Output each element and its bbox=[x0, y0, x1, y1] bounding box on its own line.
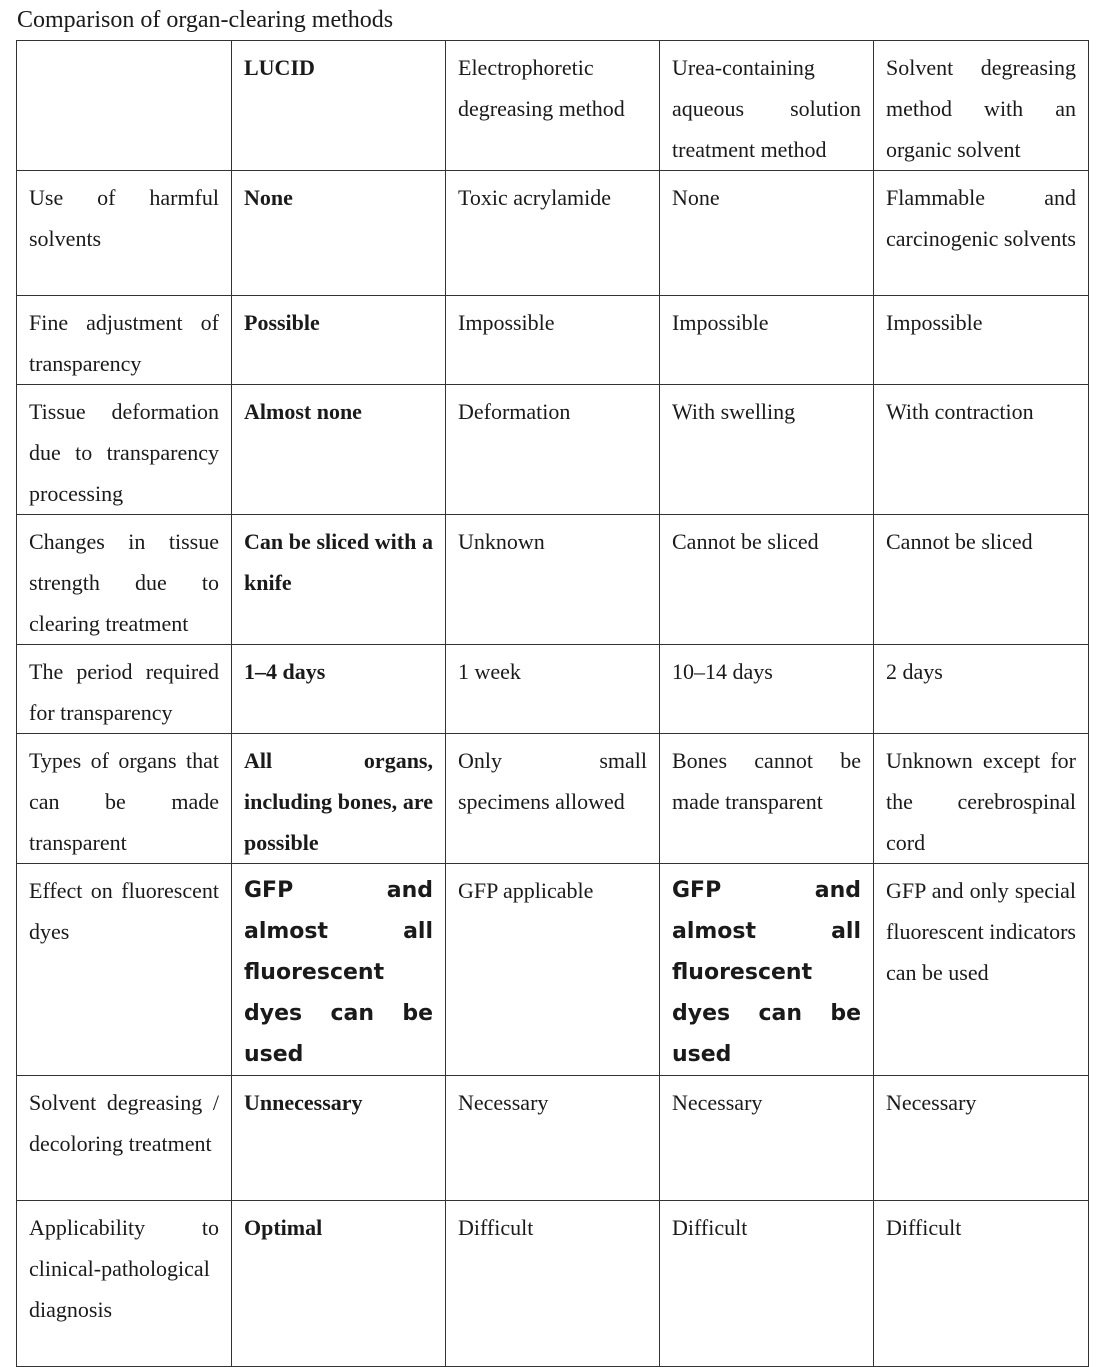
cell-solvent: Flammable and carcinogenic solvents bbox=[874, 171, 1089, 296]
row-label: Changes in tissue strength due to clearing treatment bbox=[17, 515, 232, 645]
cell-electrophoretic: Unknown bbox=[446, 515, 660, 645]
cell-solvent: Unknown except for the cerebrospinal cord bbox=[874, 734, 1089, 864]
cell-urea: Difficult bbox=[660, 1201, 874, 1367]
table-row bbox=[17, 515, 1089, 645]
table-row bbox=[17, 1201, 1089, 1367]
cell-electrophoretic: Deformation bbox=[446, 385, 660, 515]
cell-lucid: Unnecessary bbox=[232, 1076, 446, 1201]
cell-lucid: None bbox=[232, 171, 446, 296]
table-row bbox=[17, 296, 1089, 385]
cell-urea: None bbox=[660, 171, 874, 296]
row-label: Applicability to clinical-pathological diagnosis bbox=[17, 1201, 232, 1367]
cell-lucid: All organs, including bones, are possible bbox=[232, 734, 446, 864]
row-label: Solvent degreasing / decoloring treatment bbox=[17, 1076, 232, 1201]
document-title: Comparison of organ-clearing methods bbox=[17, 7, 394, 33]
cell-lucid: Optimal bbox=[232, 1201, 446, 1367]
table-row bbox=[17, 171, 1089, 296]
cell-urea: Impossible bbox=[660, 296, 874, 385]
cell-solvent: Cannot be sliced bbox=[874, 515, 1089, 645]
cell-lucid: Possible bbox=[232, 296, 446, 385]
cell-urea: Cannot be sliced bbox=[660, 515, 874, 645]
cell-solvent: Difficult bbox=[874, 1201, 1089, 1367]
header-cell-urea: Urea-containing aqueous solution treatment method bbox=[660, 41, 874, 171]
header-cell-electrophoretic: Electrophoretic degreasing method bbox=[446, 41, 660, 171]
row-label: Effect on fluorescent dyes bbox=[17, 864, 232, 1076]
cell-electrophoretic: 1 week bbox=[446, 645, 660, 734]
cell-solvent: Impossible bbox=[874, 296, 1089, 385]
comparison-table bbox=[16, 40, 1089, 1367]
cell-lucid: Can be sliced with a knife bbox=[232, 515, 446, 645]
cell-urea: With swelling bbox=[660, 385, 874, 515]
cell-lucid: Almost none bbox=[232, 385, 446, 515]
cell-solvent: With contraction bbox=[874, 385, 1089, 515]
cell-electrophoretic: Impossible bbox=[446, 296, 660, 385]
table-row bbox=[17, 1076, 1089, 1201]
header-cell-lucid: LUCID bbox=[232, 41, 446, 171]
header-cell-solvent: Solvent degreasing method with an organic solvent bbox=[874, 41, 1089, 171]
row-label: Types of organs that can be made transparent bbox=[17, 734, 232, 864]
cell-urea: 10–14 days bbox=[660, 645, 874, 734]
table-row bbox=[17, 385, 1089, 515]
cell-electrophoretic: Difficult bbox=[446, 1201, 660, 1367]
table-row bbox=[17, 645, 1089, 734]
cell-urea: Bones cannot be made transparent bbox=[660, 734, 874, 864]
row-label: Use of harmful solvents bbox=[17, 171, 232, 296]
cell-electrophoretic: Only small specimens allowed bbox=[446, 734, 660, 864]
table-row bbox=[17, 734, 1089, 864]
cell-electrophoretic: GFP applicable bbox=[446, 864, 660, 1076]
cell-lucid: 1–4 days bbox=[232, 645, 446, 734]
cell-solvent: GFP and only special fluorescent indicators can be used bbox=[874, 864, 1089, 1076]
row-label: Tissue deformation due to transparency processing bbox=[17, 385, 232, 515]
cell-lucid: GFP and almost all fluorescent dyes can be used bbox=[232, 864, 446, 1076]
header-cell-empty bbox=[17, 41, 232, 171]
cell-solvent: Necessary bbox=[874, 1076, 1089, 1201]
table-header-row bbox=[17, 41, 1089, 171]
row-label: The period required for transparency bbox=[17, 645, 232, 734]
table-row bbox=[17, 864, 1089, 1076]
cell-electrophoretic: Necessary bbox=[446, 1076, 660, 1201]
row-label: Fine adjustment of transparency bbox=[17, 296, 232, 385]
cell-urea: GFP and almost all fluorescent dyes can be used bbox=[660, 864, 874, 1076]
cell-urea: Necessary bbox=[660, 1076, 874, 1201]
cell-solvent: 2 days bbox=[874, 645, 1089, 734]
cell-electrophoretic: Toxic acrylamide bbox=[446, 171, 660, 296]
